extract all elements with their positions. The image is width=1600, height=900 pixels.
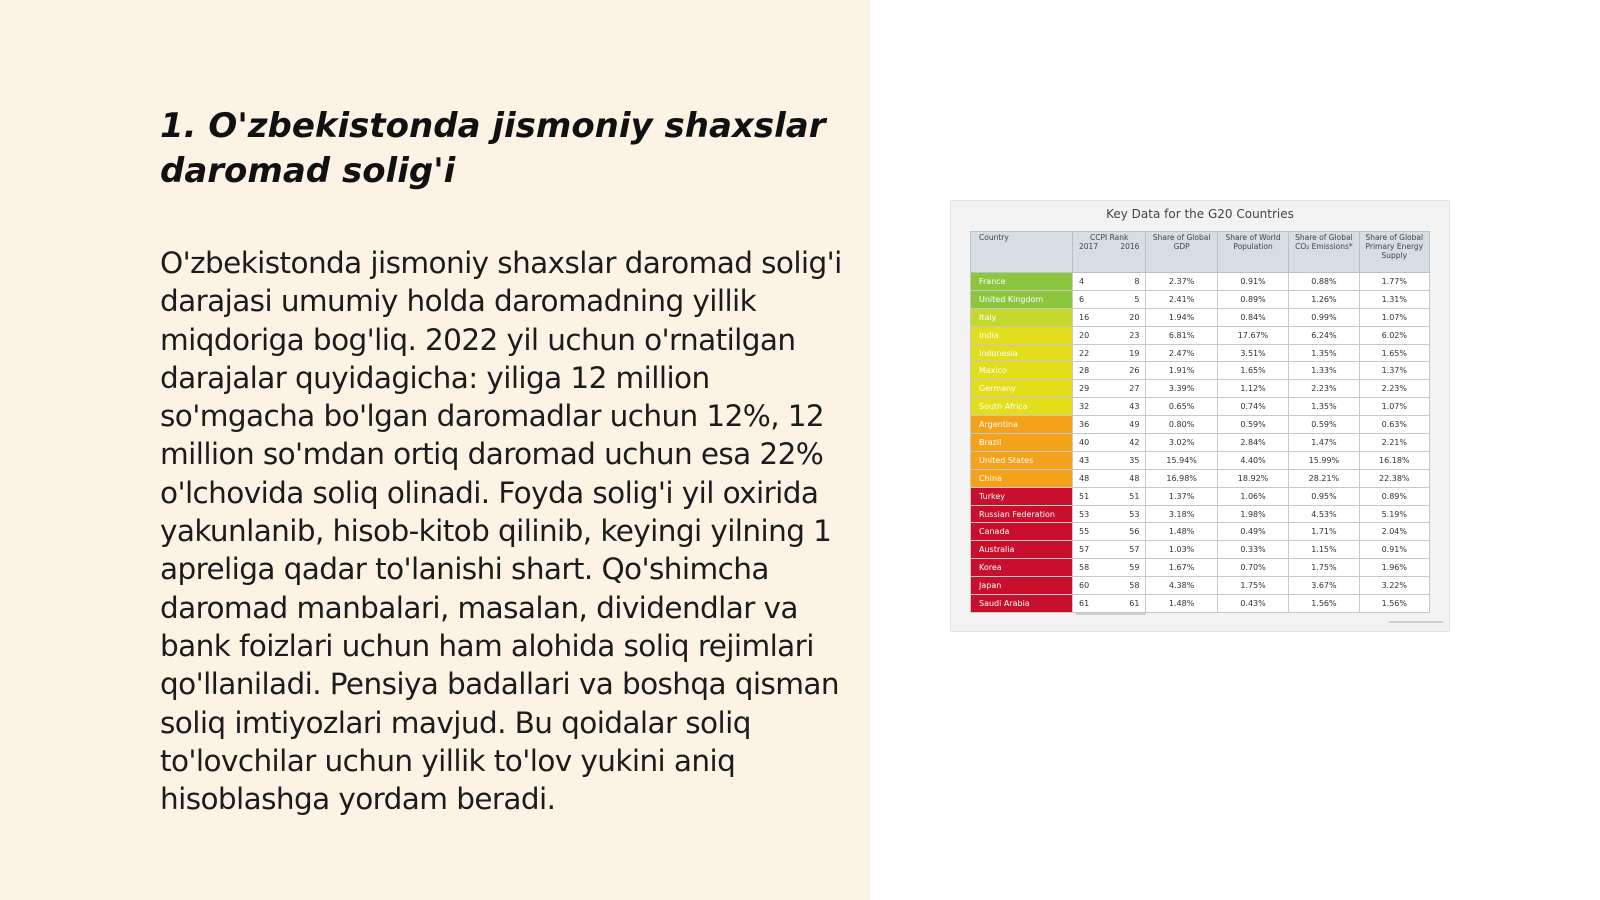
cell-rank-2016: 59 [1129,563,1140,573]
cell-co2: 1.15% [1289,541,1359,559]
cell-country: France [971,273,1073,291]
cell-gdp: 2.37% [1146,273,1217,291]
table-row [971,344,1430,362]
cell-rank-2017: 4 [1079,276,1085,286]
cell-rank-2016: 51 [1129,491,1140,501]
cell-gdp: 3.18% [1146,505,1217,523]
figure-footnote-mark [1076,611,1146,618]
table-row [971,487,1430,505]
table-row [971,308,1430,326]
table-row [971,362,1430,380]
cell-population: 1.12% [1217,380,1288,398]
cell-population: 4.40% [1217,451,1288,469]
cell-gdp: 3.02% [1146,434,1217,452]
cell-rank-2017: 32 [1079,402,1090,412]
cell-ccpi-rank [1073,398,1146,416]
cell-population: 0.89% [1217,290,1288,308]
cell-ccpi-rank [1073,362,1146,380]
cell-country: Korea [971,559,1073,577]
slide-body-text: O'zbekistonda jismoniy shaxslar daromad solig'i darajasi umumiy holda daromadning yillik miqdoriga bog'liq. 2022 yil uchun o'rnatilgan darajalar quyidagicha: yiliga 12 million so'mgacha bo'lgan daromadlar uchun 12%, 12 million so'mdan ortiq daromad uchun esa 22% o'lchovida soliq olinadi. Foyda solig'i yil oxirida yakunlanib, hisob-kitob qilinib, keyingi yilning 1 apreliga qadar to'lanishi shart. Qo'shimcha daromad manbalari, masalan, dividendlar va bank foizlari uchun ham alohida soliq rejimlari qo'llaniladi. Pensiya badallari va boshqa qisman soliq imtiyozlari mavjud. Bu qoidalar soliq to'lovchilar uchun yillik to'lov yukini aniq hisoblashga yordam beradi. [160,246,842,817]
table-row [971,523,1430,541]
cell-ccpi-rank [1073,577,1146,595]
table-row [971,577,1430,595]
cell-energy: 3.22% [1359,577,1429,595]
cell-energy: 1.77% [1359,273,1429,291]
cell-energy: 1.37% [1359,362,1429,380]
cell-rank-2017: 57 [1079,545,1090,555]
cell-co2: 1.35% [1289,398,1359,416]
cell-gdp: 6.81% [1146,326,1217,344]
table-row [971,273,1430,291]
cell-energy: 2.04% [1359,523,1429,541]
cell-ccpi-rank [1073,559,1146,577]
cell-co2: 6.24% [1289,326,1359,344]
cell-rank-2017: 48 [1079,473,1090,483]
cell-population: 3.51% [1217,344,1288,362]
footnote-line-icon [1076,612,1146,616]
cell-rank-2016: 48 [1129,473,1140,483]
cell-co2: 0.99% [1289,308,1359,326]
cell-rank-2016: 49 [1129,420,1140,430]
header-country: Country [971,232,1073,273]
table-row [971,380,1430,398]
cell-co2: 0.95% [1289,487,1359,505]
cell-country: Mexico [971,362,1073,380]
cell-co2: 28.21% [1289,469,1359,487]
table-row [971,595,1430,613]
cell-country: Canada [971,523,1073,541]
cell-rank-2017: 29 [1079,384,1090,394]
cell-rank-2017: 58 [1079,563,1090,573]
cell-co2: 15.99% [1289,451,1359,469]
cell-energy: 5.19% [1359,505,1429,523]
cell-country: India [971,326,1073,344]
cell-ccpi-rank [1073,487,1146,505]
cell-rank-2016: 23 [1129,330,1140,340]
cell-country: China [971,469,1073,487]
cell-energy: 6.02% [1359,326,1429,344]
cell-co2: 2.23% [1289,380,1359,398]
cell-ccpi-rank [1073,523,1146,541]
table-body [971,273,1430,613]
cell-rank-2017: 43 [1079,455,1090,465]
cell-ccpi-rank [1073,290,1146,308]
cell-rank-2016: 57 [1129,545,1140,555]
cell-co2: 1.56% [1289,595,1359,613]
cell-rank-2017: 36 [1079,420,1090,430]
cell-gdp: 15.94% [1146,451,1217,469]
cell-rank-2016: 20 [1129,312,1140,322]
header-year-2017: 2017 [1079,242,1099,251]
cell-country: Russian Federation [971,505,1073,523]
figure-title: Key Data for the G20 Countries [1106,207,1294,221]
cell-population: 1.65% [1217,362,1288,380]
cell-rank-2016: 27 [1129,384,1140,394]
cell-country: Germany [971,380,1073,398]
cell-gdp: 1.48% [1146,523,1217,541]
cell-country: South Africa [971,398,1073,416]
cell-rank-2017: 61 [1079,598,1090,608]
cell-co2: 1.75% [1289,559,1359,577]
cell-country: Japan [971,577,1073,595]
cell-gdp: 1.91% [1146,362,1217,380]
cell-co2: 1.35% [1289,344,1359,362]
table-row [971,559,1430,577]
cell-population: 0.84% [1217,308,1288,326]
cell-ccpi-rank [1073,273,1146,291]
cell-gdp: 16.98% [1146,469,1217,487]
cell-rank-2017: 28 [1079,366,1090,376]
figure-source-mark [1389,619,1443,626]
cell-energy: 16.18% [1359,451,1429,469]
cell-country: Turkey [971,487,1073,505]
cell-rank-2017: 22 [1079,348,1090,358]
cell-rank-2016: 8 [1134,276,1140,286]
cell-energy: 1.56% [1359,595,1429,613]
cell-rank-2016: 35 [1129,455,1140,465]
cell-rank-2017: 20 [1079,330,1090,340]
cell-gdp: 1.48% [1146,595,1217,613]
header-population: Share of World Population [1217,232,1288,273]
cell-country: Argentina [971,416,1073,434]
header-gdp: Share of Global GDP [1146,232,1217,273]
slide-title: 1. O'zbekistonda jismoniy shaxslar daromad solig'i [160,106,826,191]
cell-ccpi-rank [1073,416,1146,434]
table-row [971,469,1430,487]
table-row [971,451,1430,469]
cell-ccpi-rank [1073,595,1146,613]
table-row [971,290,1430,308]
cell-co2: 1.26% [1289,290,1359,308]
cell-co2: 0.88% [1289,273,1359,291]
table-row [971,398,1430,416]
cell-energy: 22.38% [1359,469,1429,487]
header-ccpi-rank-label: CCPI Rank [1090,233,1129,242]
cell-population: 18.92% [1217,469,1288,487]
cell-ccpi-rank [1073,434,1146,452]
cell-country: United States [971,451,1073,469]
cell-co2: 1.47% [1289,434,1359,452]
header-co2: Share of Global CO₂ Emissions* [1289,232,1359,273]
cell-country: Brazil [971,434,1073,452]
g20-data-figure [950,200,1450,632]
cell-population: 0.74% [1217,398,1288,416]
cell-population: 0.59% [1217,416,1288,434]
cell-population: 0.49% [1217,523,1288,541]
cell-country: Australia [971,541,1073,559]
cell-ccpi-rank [1073,308,1146,326]
cell-co2: 3.67% [1289,577,1359,595]
cell-energy: 1.65% [1359,344,1429,362]
cell-ccpi-rank [1073,469,1146,487]
table-row [971,326,1430,344]
cell-population: 0.43% [1217,595,1288,613]
cell-gdp: 4.38% [1146,577,1217,595]
cell-ccpi-rank [1073,326,1146,344]
cell-energy: 1.07% [1359,398,1429,416]
cell-country: Indonesia [971,344,1073,362]
cell-energy: 2.23% [1359,380,1429,398]
cell-co2: 1.71% [1289,523,1359,541]
cell-rank-2016: 56 [1129,527,1140,537]
cell-rank-2016: 5 [1134,294,1140,304]
cell-energy: 1.31% [1359,290,1429,308]
cell-energy: 0.89% [1359,487,1429,505]
cell-gdp: 1.03% [1146,541,1217,559]
cell-energy: 1.07% [1359,308,1429,326]
cell-rank-2016: 19 [1129,348,1140,358]
cell-rank-2016: 26 [1129,366,1140,376]
cell-gdp: 1.37% [1146,487,1217,505]
source-line-icon [1389,620,1443,624]
cell-country: Italy [971,308,1073,326]
table-row [971,416,1430,434]
cell-population: 17.67% [1217,326,1288,344]
header-ccpi-rank [1073,232,1146,273]
cell-population: 0.70% [1217,559,1288,577]
cell-rank-2017: 51 [1079,491,1090,501]
cell-gdp: 1.67% [1146,559,1217,577]
cell-population: 1.75% [1217,577,1288,595]
cell-rank-2016: 61 [1129,598,1140,608]
cell-rank-2016: 43 [1129,402,1140,412]
header-energy: Share of Global Primary Energy Supply [1359,232,1429,273]
header-year-2016: 2016 [1120,242,1140,251]
cell-energy: 0.91% [1359,541,1429,559]
cell-country: Saudi Arabia [971,595,1073,613]
cell-rank-2016: 58 [1129,581,1140,591]
table-row [971,434,1430,452]
cell-gdp: 1.94% [1146,308,1217,326]
cell-rank-2017: 53 [1079,509,1090,519]
cell-rank-2017: 40 [1079,437,1090,447]
cell-rank-2017: 6 [1079,294,1085,304]
g20-data-table [970,231,1430,613]
cell-rank-2016: 53 [1129,509,1140,519]
cell-gdp: 3.39% [1146,380,1217,398]
table-row [971,505,1430,523]
cell-population: 2.84% [1217,434,1288,452]
cell-ccpi-rank [1073,541,1146,559]
table-row [971,541,1430,559]
cell-energy: 2.21% [1359,434,1429,452]
cell-rank-2017: 60 [1079,581,1090,591]
cell-energy: 1.96% [1359,559,1429,577]
cell-gdp: 2.47% [1146,344,1217,362]
cell-ccpi-rank [1073,505,1146,523]
cell-ccpi-rank [1073,380,1146,398]
cell-co2: 4.53% [1289,505,1359,523]
cell-rank-2017: 16 [1079,312,1090,322]
cell-gdp: 2.41% [1146,290,1217,308]
cell-co2: 0.59% [1289,416,1359,434]
cell-ccpi-rank [1073,344,1146,362]
cell-population: 1.98% [1217,505,1288,523]
cell-co2: 1.33% [1289,362,1359,380]
cell-ccpi-rank [1073,451,1146,469]
cell-gdp: 0.80% [1146,416,1217,434]
cell-rank-2017: 55 [1079,527,1090,537]
cell-population: 0.33% [1217,541,1288,559]
cell-gdp: 0.65% [1146,398,1217,416]
cell-energy: 0.63% [1359,416,1429,434]
table-header-row [971,232,1430,273]
cell-population: 0.91% [1217,273,1288,291]
cell-population: 1.06% [1217,487,1288,505]
cell-rank-2016: 42 [1129,437,1140,447]
cell-country: United Kingdom [971,290,1073,308]
